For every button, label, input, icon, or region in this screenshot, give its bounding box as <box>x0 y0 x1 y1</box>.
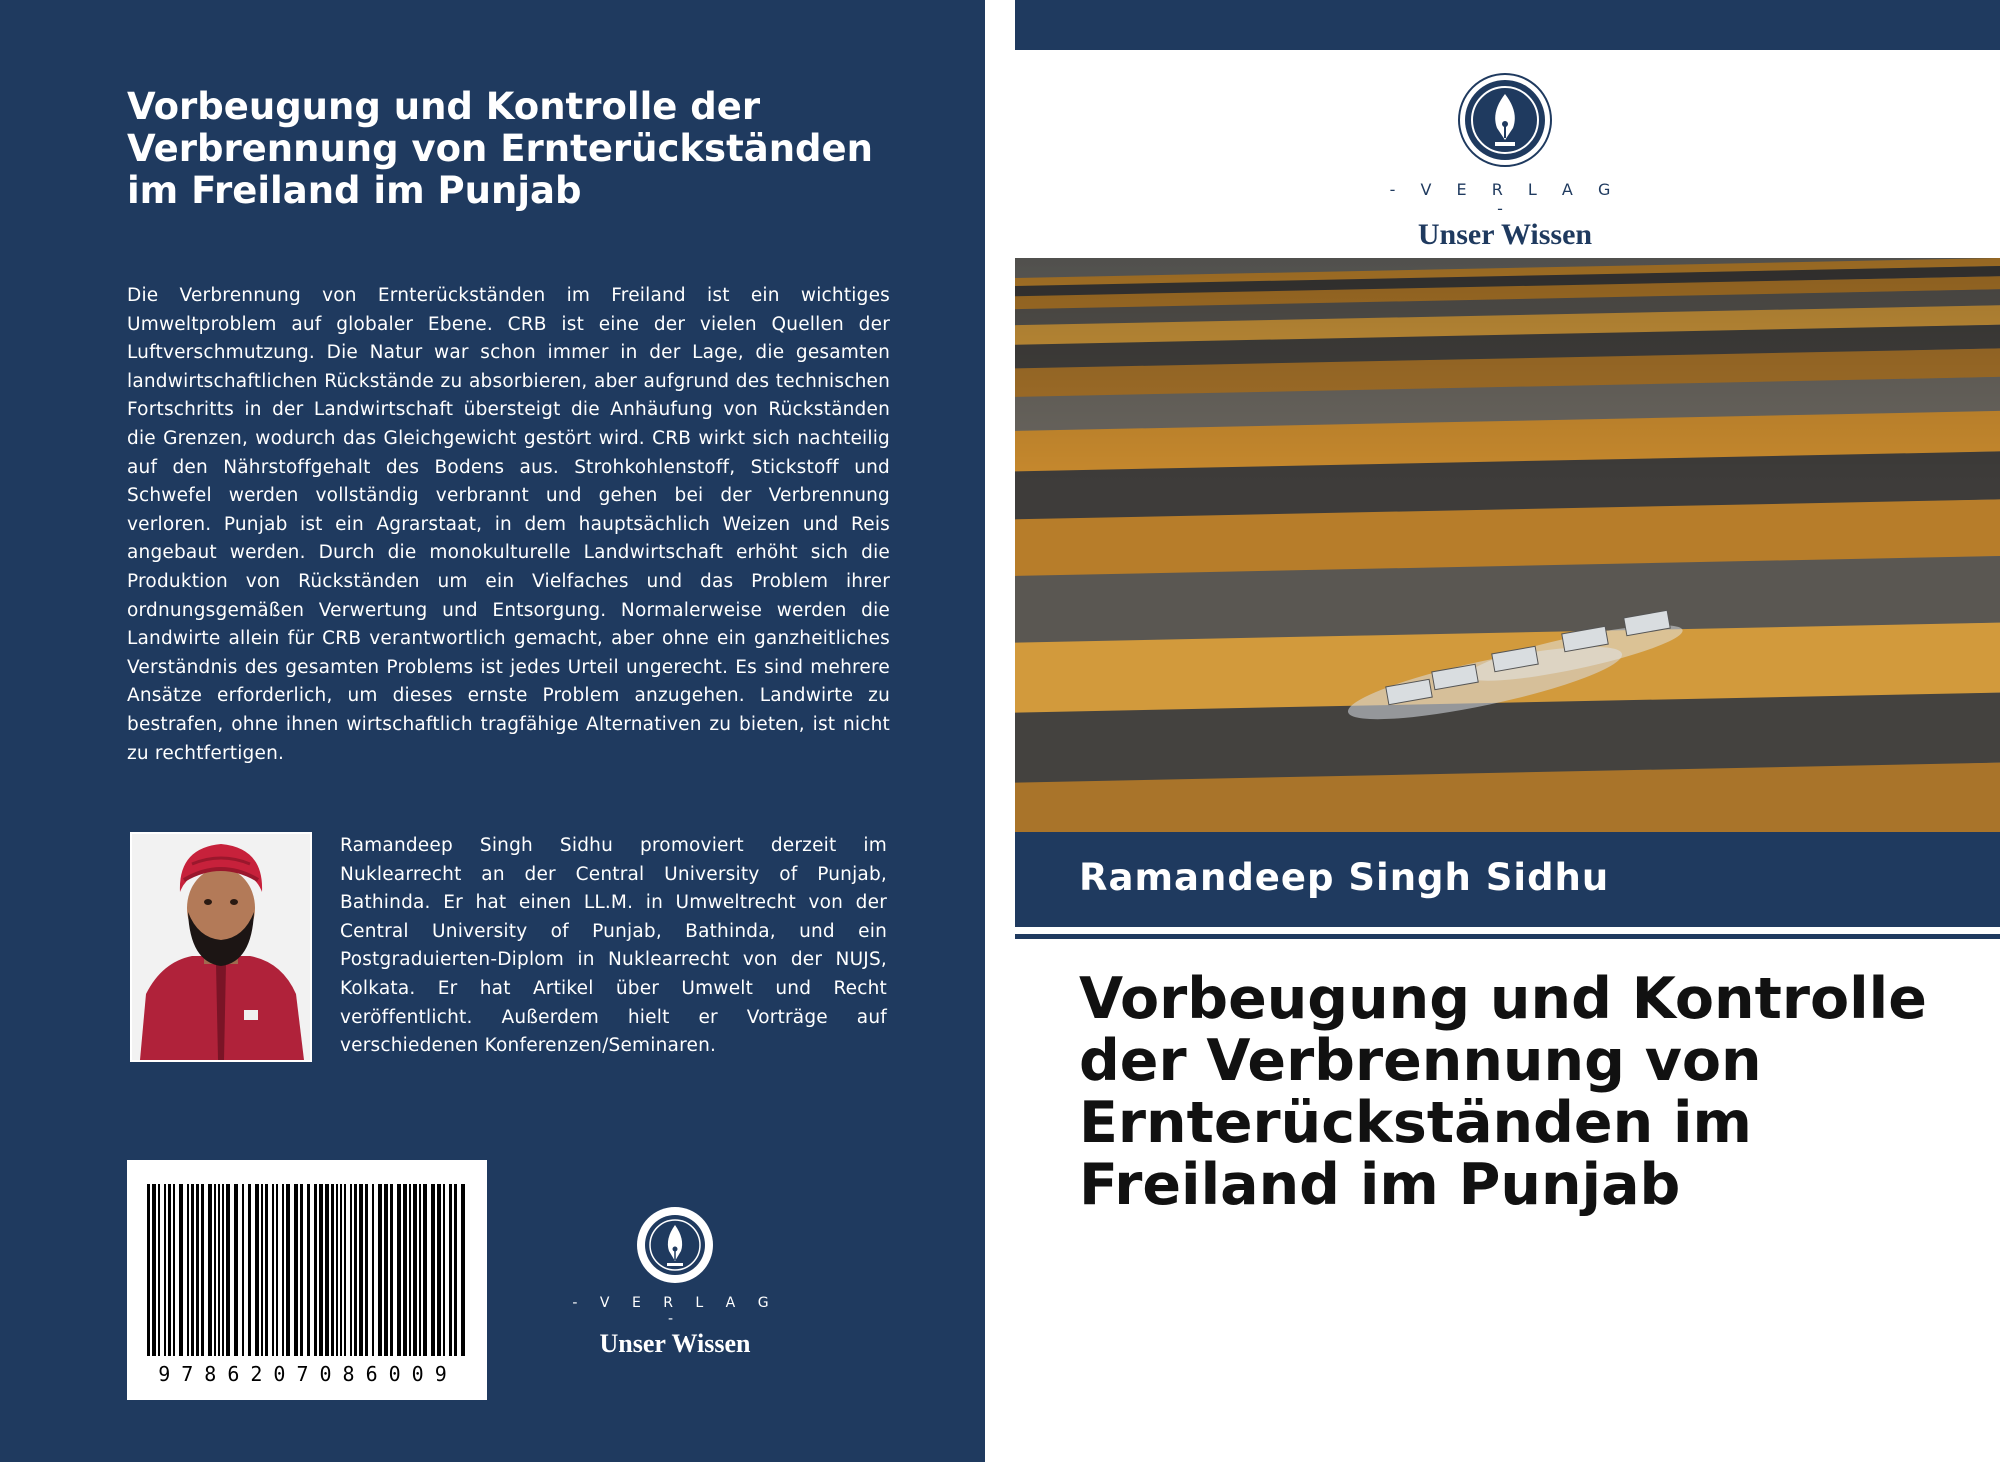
barcode-bar <box>173 1184 175 1356</box>
barcode-bar <box>179 1184 183 1356</box>
barcode-bar <box>286 1184 290 1356</box>
barcode-bar <box>384 1184 388 1356</box>
barcode-bar <box>242 1184 244 1356</box>
front-cover <box>1015 0 2000 1462</box>
barcode-bar <box>431 1184 435 1356</box>
barcode-bar <box>344 1184 346 1356</box>
person-portrait-icon <box>132 834 310 1060</box>
isbn-barcode <box>127 1160 487 1400</box>
back-verlag-label: - V E R L A G - <box>572 1295 778 1327</box>
barcode-bar <box>307 1184 310 1356</box>
back-publisher-logo <box>570 1205 780 1358</box>
author-bio: Ramandeep Singh Sidhu promoviert derzeit im Nuklearrecht an der Central University of Punjab, Bathinda. Er hat einen LL.M. in Umweltrecht von der Central University of Punjab, Bathinda, und ein Postgraduierten-Diplom in Nuklearrecht von der NUJS, Kolkata. Er hat Artikel über Umwelt und Recht veröffentlicht. Außerdem hielt er Vorträge auf verschiedenen Konferenzen/Seminaren. <box>340 835 887 1057</box>
barcode-bar <box>449 1184 452 1356</box>
barcode-bar <box>222 1184 224 1356</box>
barcode-bar <box>234 1184 238 1356</box>
front-publisher-name: Unser Wissen <box>1417 218 1593 251</box>
barcode-bar <box>423 1184 427 1356</box>
front-cover-title: Vorbeugung und Kontrolle der Verbrennung von Ernterückständen im Freiland im Punjab <box>1079 966 1927 1218</box>
barcode-bar <box>276 1184 278 1356</box>
barcode-bar <box>413 1184 417 1356</box>
barcode-bar <box>168 1184 171 1356</box>
barcode-bar <box>214 1184 216 1356</box>
barcode-bar <box>325 1184 329 1356</box>
front-author-band <box>1015 832 2000 927</box>
front-top-bar <box>1015 0 2000 50</box>
back-cover <box>0 0 985 1462</box>
barcode-bar <box>365 1184 368 1356</box>
barcode-bar <box>331 1184 334 1356</box>
fountain-pen-nib-icon <box>1457 72 1553 168</box>
barcode-bar <box>443 1184 445 1356</box>
barcode-bar <box>248 1184 251 1356</box>
barcode-bar <box>272 1184 274 1356</box>
barcode-bar <box>201 1184 204 1356</box>
barcode-bar <box>187 1184 189 1356</box>
barcode-bar <box>152 1184 156 1356</box>
front-verlag-label: - V E R L A G - <box>1389 180 1621 218</box>
publisher-seal-icon <box>635 1205 715 1285</box>
barcode-bar <box>340 1184 342 1356</box>
barcode-icon <box>147 1184 467 1356</box>
barcode-bar <box>282 1184 284 1356</box>
barcode-bar <box>390 1184 393 1356</box>
barcode-bar <box>409 1184 411 1356</box>
barcode-bar <box>372 1184 374 1356</box>
barcode-bar <box>226 1184 230 1356</box>
barcode-bar <box>218 1184 220 1356</box>
barcode-bar <box>350 1184 352 1356</box>
barcode-bar <box>147 1184 150 1356</box>
barcode-bar <box>158 1184 160 1356</box>
front-divider-rule <box>1015 934 2000 939</box>
barcode-bar <box>314 1184 317 1356</box>
barcode-bar <box>300 1184 303 1356</box>
barcode-bar <box>419 1184 421 1356</box>
cover-field-image <box>1015 258 2000 832</box>
barcode-bar <box>359 1184 363 1356</box>
barcode-bar <box>196 1184 199 1356</box>
barcode-bar <box>437 1184 441 1356</box>
barcode-bar <box>261 1184 263 1356</box>
isbn-digits: 9786207086009 <box>158 1362 458 1386</box>
barcode-bar <box>354 1184 357 1356</box>
barcode-bar <box>191 1184 194 1356</box>
barcode-bar <box>294 1184 298 1356</box>
back-cover-blurb: Die Verbrennung von Ernterückständen im Freiland ist ein wichtiges Umweltproblem auf globaler Ebene. CRB ist eine der vielen Quellen der Luftverschmutzung. Die Natur war schon immer in der Lage, die gesamten landwirtschaftlichen Rückstände zu absorbieren, aber aufgrund des technischen Fortschritts in der Landwirtschaft übersteigt die Anhäufung von Rückständen die Grenzen, wodurch das Gleichgewicht gestört wird. CRB wirkt sich nachteilig auf den Nährstoffgehalt des Bodens aus. Strohkohlenstoff, Stickstoff und Schwefel werden vollständig verbrannt und gehen bei der Verbrennung verloren. Punjab ist ein Agrarstaat, in dem hauptsächlich Weizen und Reis angebaut werden. Durch die monokulturelle Landwirtschaft erhöht sich die Produktion von Rückständen um ein Vielfaches und das Problem ihrer ordnungsgemäßen Verwertung und Entsorgung. Normalerweise werden die Landwirte allein für CRB verantwortlich gemacht, aber ohne ein ganzheitliches Verständnis des gesamten Problems ist jedes Urteil ungerecht. Es sind mehrere Ansätze erforderlich, um dieses ernste Problem anzugehen. Landwirte zu bestrafen, ohne ihnen wirtschaftlich tragfähige Alternativen zu bieten, ist nicht zu rechtfertigen. <box>127 285 890 764</box>
barcode-bar <box>164 1184 166 1356</box>
barcode-bar <box>403 1184 407 1356</box>
barcode-bar <box>378 1184 382 1356</box>
author-photo <box>130 832 312 1062</box>
barcode-bar <box>461 1184 465 1356</box>
back-cover-title: Vorbeugung und Kontrolle der Verbrennung von Ernterückständen im Freiland im Punjab <box>127 85 873 212</box>
barcode-bar <box>397 1184 401 1356</box>
barcode-bar <box>454 1184 457 1356</box>
barcode-bar <box>336 1184 338 1356</box>
back-publisher-name: Unser Wissen <box>599 1329 751 1358</box>
barcode-bar <box>255 1184 259 1356</box>
front-publisher-logo <box>1375 72 1635 251</box>
barcode-bar <box>208 1184 212 1356</box>
front-author-name: Ramandeep Singh Sidhu <box>1079 856 1610 899</box>
barcode-bar <box>319 1184 323 1356</box>
barcode-bar <box>265 1184 268 1356</box>
harvest-field-photo <box>1015 258 2000 832</box>
